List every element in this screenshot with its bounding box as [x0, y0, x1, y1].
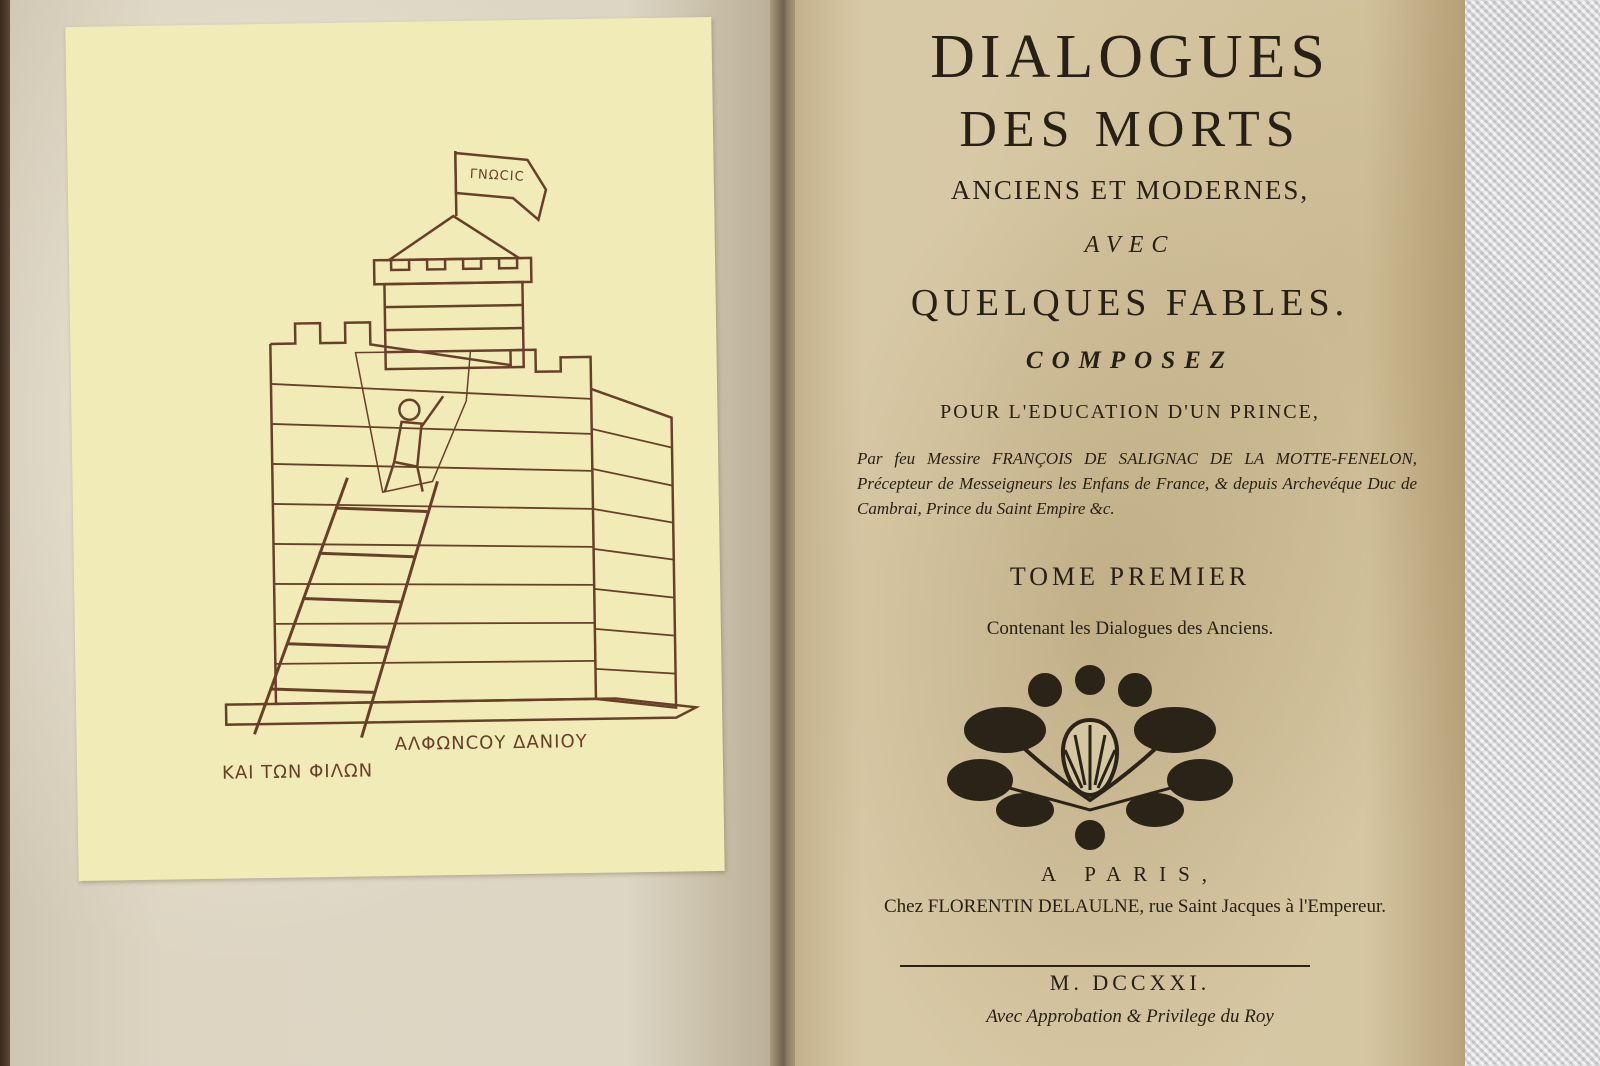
title-line-2: DES MORTS: [959, 101, 1301, 158]
ladder: [250, 476, 441, 739]
title-line-3: ANCIENS ET MODERNES,: [950, 175, 1310, 205]
wall-bricks: [271, 378, 676, 680]
title-line-1: DIALOGUES: [930, 23, 1330, 91]
flag-banner: [455, 152, 546, 221]
climber-head: [399, 400, 419, 420]
volume-label: TOME PREMIER: [1009, 562, 1251, 591]
title-line-7: POUR L'EDUCATION D'UN PRINCE,: [940, 401, 1320, 423]
imprint-rule: [900, 965, 1310, 967]
climber-body: [383, 396, 444, 492]
bookplate-owner-line2: ΚΑΙ ΤΩΝ ΦΙΛΩΝ: [221, 760, 374, 784]
imprint-publisher: Chez FLORENTIN DELAULNE, rue Saint Jacques à l'Empereur.: [883, 896, 1387, 917]
title-line-5: QUELQUES FABLES.: [910, 282, 1350, 324]
title-page: [795, 0, 1465, 1066]
imprint-year: M. DCCXXI.: [1049, 970, 1211, 995]
imprint-place: A PARIS,: [1040, 862, 1220, 886]
tower-battlement: [374, 258, 531, 284]
castle-wall-side: [591, 388, 676, 709]
author-statement: Par feu Messire FRANÇOIS DE SALIGNAC DE LA MOTTE-FENELON, Précepteur de Messeigneurs les Enfans de France, & depuis Archevéque Duc de Cambrai, Prince du Saint Empire &c.: [857, 449, 1417, 518]
left-endpaper: [10, 0, 780, 1066]
tower-roof: [388, 215, 519, 260]
bookplate-owner-line1: ΑΛΦΩΝCΟΥ ΔΑΝΙΟΥ: [394, 731, 588, 756]
title-line-6: COMPOSEZ: [1025, 347, 1235, 374]
floral-ornament: [945, 660, 1235, 855]
contents-note: Contenant les Dialogues des Anciens.: [986, 618, 1274, 639]
privilege-note: Avec Approbation & Privilege du Roy: [986, 1006, 1274, 1027]
castle-wall-front: [270, 339, 596, 704]
title-line-4: AVEC: [1084, 232, 1176, 258]
flag-motto: ΓΝΩCIC: [469, 166, 525, 185]
bookplate: [65, 17, 724, 881]
